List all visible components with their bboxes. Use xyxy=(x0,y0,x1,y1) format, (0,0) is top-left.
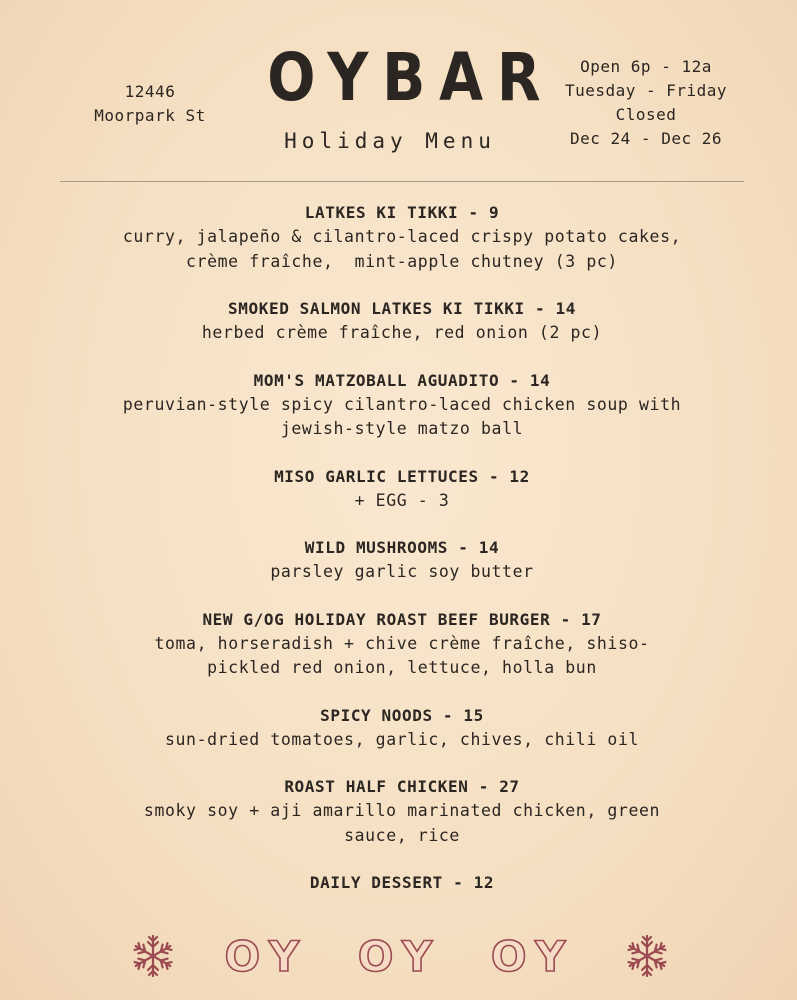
oy-word: OY xyxy=(357,931,443,981)
menu-list xyxy=(60,201,744,918)
menu-item-description xyxy=(60,393,744,442)
hours-line: Closed xyxy=(615,105,677,124)
menu-item xyxy=(60,775,744,848)
description-line: + EGG - 3 xyxy=(354,490,450,510)
description-line: peruvian-style spicy cilantro-laced chicken soup with xyxy=(122,394,682,414)
description-line: toma, horseradish + chive crème fraîche, shiso- xyxy=(154,633,650,653)
menu-item xyxy=(60,201,744,274)
address xyxy=(80,80,220,128)
menu-item-name: NEW G/OG HOLIDAY ROAST BEEF BURGER - 17 xyxy=(202,609,602,629)
snowflake-icon xyxy=(130,933,176,979)
description-line: sun-dried tomatoes, garlic, chives, chili oil xyxy=(164,729,640,749)
description-line: crème fraîche, mint-apple chutney (3 pc) xyxy=(186,251,618,271)
menu-item xyxy=(60,608,744,681)
menu-item xyxy=(60,871,744,895)
menu-item xyxy=(60,536,744,585)
menu-item-name: MISO GARLIC LETTUCES - 12 xyxy=(274,466,530,486)
opening-hours xyxy=(548,55,744,151)
description-line: herbed crème fraîche, red onion (2 pc) xyxy=(201,323,603,342)
menu-item xyxy=(60,369,744,442)
menu-subtitle: Holiday Menu xyxy=(284,129,496,153)
menu-item-name: WILD MUSHROOMS - 14 xyxy=(304,538,500,557)
menu-item-name: SMOKED SALMON LATKES KI TIKKI - 14 xyxy=(228,299,576,318)
menu-item-name: ROAST HALF CHICKEN - 27 xyxy=(284,777,520,796)
hours-line: Open 6p - 12a xyxy=(580,57,712,76)
menu-item-name: SPICY NOODS - 15 xyxy=(320,705,484,725)
oy-word: OY xyxy=(224,931,310,981)
oy-word: OY xyxy=(490,931,576,981)
menu-item-description xyxy=(60,632,744,681)
description-line: smoky soy + aji amarillo marinated chicken, green xyxy=(143,801,661,820)
menu-item-description xyxy=(60,728,744,753)
menu-item-description xyxy=(60,489,744,514)
address-line: 12446 xyxy=(124,82,176,101)
header-divider xyxy=(60,181,744,182)
description-line: parsley garlic soy butter xyxy=(270,562,534,581)
menu-item-name: DAILY DESSERT - 12 xyxy=(309,873,495,892)
menu-item-description xyxy=(60,799,744,848)
hours-line: Tuesday - Friday xyxy=(564,81,728,100)
menu-item-name: MOM'S MATZOBALL AGUADITO - 14 xyxy=(253,370,551,390)
footer-decoration xyxy=(130,926,670,986)
description-line: curry, jalapeño & cilantro-laced crispy potato cakes, xyxy=(122,227,682,246)
menu-item-name: LATKES KI TIKKI - 9 xyxy=(304,203,500,222)
brand-title: OYBAR xyxy=(267,39,555,116)
address-line: Moorpark St xyxy=(94,106,206,125)
menu-item-description xyxy=(60,225,744,274)
menu-item xyxy=(60,297,744,346)
hours-line: Dec 24 - Dec 26 xyxy=(570,129,722,148)
snowflake-icon xyxy=(624,933,670,979)
menu-item-description xyxy=(60,321,744,346)
menu-item-description xyxy=(60,560,744,585)
description-line: sauce, rice xyxy=(344,825,460,845)
menu-item xyxy=(60,704,744,753)
menu-item xyxy=(60,465,744,514)
description-line: pickled red onion, lettuce, holla bun xyxy=(207,658,597,677)
description-line: jewish-style matzo ball xyxy=(280,419,524,438)
